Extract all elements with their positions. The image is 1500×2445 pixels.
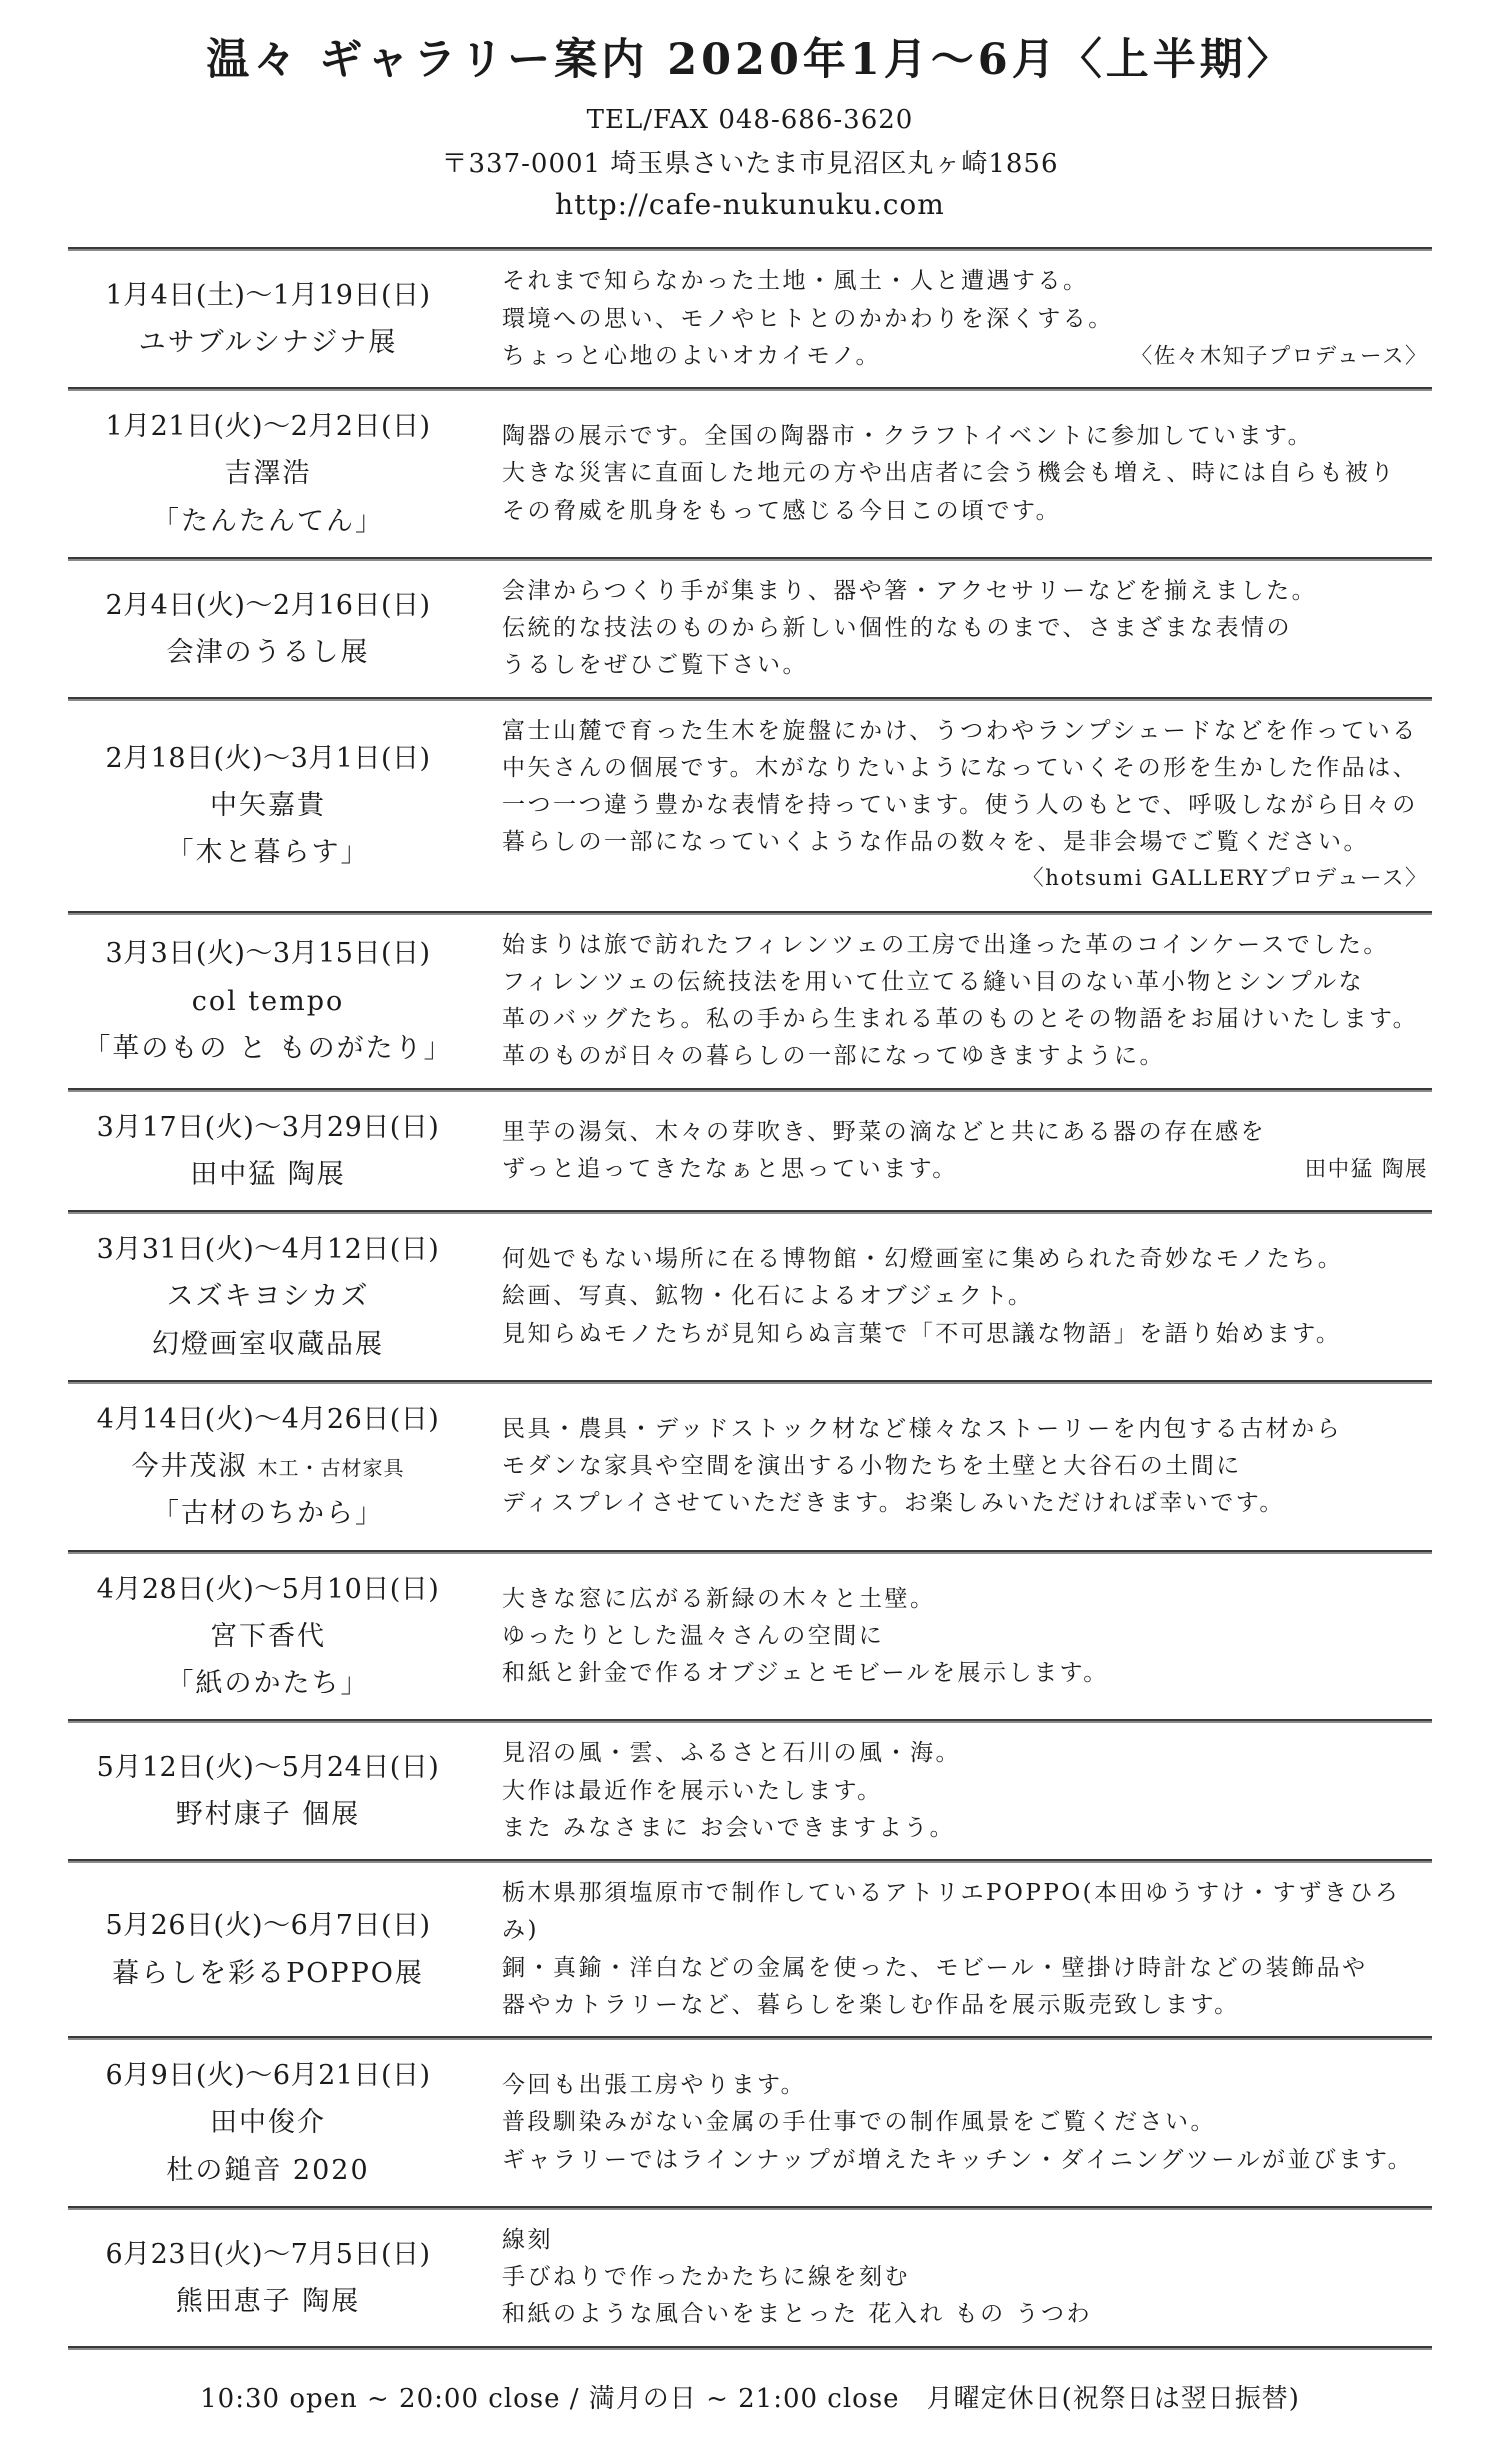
description-text: 環境への思い、モノやヒトとのかかわりを深くする。 bbox=[502, 305, 1114, 332]
description-line bbox=[502, 1950, 1428, 1987]
description-text: その脅威を肌身をもって感じる今日この頃です。 bbox=[502, 497, 1062, 524]
description-text: 大作は最近作を展示いたします。 bbox=[502, 1777, 883, 1804]
description-text: うるしをぜひご覧下さい。 bbox=[502, 652, 808, 679]
description-line bbox=[502, 964, 1428, 1001]
exhibition-title-line bbox=[68, 1025, 468, 1072]
exhibition-description-block bbox=[468, 927, 1432, 1076]
description-line bbox=[502, 493, 1428, 530]
description-line bbox=[502, 1875, 1428, 1950]
exhibition-title-line bbox=[68, 2099, 468, 2146]
exhibition-title-line bbox=[68, 1273, 468, 1320]
description-text: 民具・農具・デッドストック材など様々なストーリーを内包する古材から bbox=[502, 1415, 1343, 1442]
description-text: 富士山麓で育った生木を旋盤にかけ、うつわやランプシェードなどを作っている bbox=[502, 717, 1418, 744]
exhibition-row bbox=[68, 915, 1432, 1088]
description-line bbox=[502, 1448, 1428, 1485]
description-line bbox=[502, 1773, 1428, 1810]
exhibition-description-block bbox=[468, 418, 1432, 530]
description-line bbox=[502, 418, 1428, 455]
exhibition-heading-block bbox=[68, 2231, 468, 2326]
description-line bbox=[502, 1316, 1428, 1353]
exhibition-date-range: 4月14日(火)〜4月26日(日) bbox=[96, 1403, 440, 1435]
exhibition-date-range: 3月3日(火)〜3月15日(日) bbox=[105, 938, 431, 970]
description-text: それまで知らなかった土地・風土・人と遭遇する。 bbox=[502, 268, 1089, 295]
description-line bbox=[502, 1618, 1428, 1655]
description-text: 手びねりで作ったかたちに線を刻む bbox=[502, 2264, 910, 2291]
exhibition-title-text: 幻燈画室収蔵品展 bbox=[152, 1328, 384, 1360]
exhibition-row bbox=[68, 1554, 1432, 1720]
exhibition-title-text: 暮らしを彩るPOPPO展 bbox=[112, 1957, 424, 1989]
description-text: 陶器の展示です。全国の陶器市・クラフトイベントに参加しています。 bbox=[502, 423, 1314, 450]
exhibition-row bbox=[68, 1863, 1432, 2036]
divider-line bbox=[68, 2346, 1432, 2350]
credit-text: 〈佐々木知子プロデュース〉 bbox=[1130, 343, 1428, 369]
exhibition-description-block bbox=[468, 573, 1432, 685]
description-text: 大きな窓に広がる新緑の木々と土壁。 bbox=[502, 1585, 936, 1612]
description-text: ずっと追ってきたなぁと思っています。 bbox=[502, 1155, 958, 1182]
exhibition-title-text: ユサブルシナジナ展 bbox=[138, 327, 398, 359]
exhibition-title-line bbox=[68, 450, 468, 497]
description-text: 銅・真鍮・洋白などの金属を使った、モビール・壁掛け時計などの装飾品や bbox=[502, 1954, 1368, 1981]
description-line bbox=[502, 1735, 1428, 1772]
exhibition-description-block bbox=[468, 1114, 1432, 1189]
exhibition-row bbox=[68, 561, 1432, 697]
exhibition-title-text: スズキヨシカズ bbox=[166, 1281, 370, 1313]
description-line bbox=[502, 1581, 1428, 1618]
description-text: 伝統的な技法のものから新しい個性的なものまで、さまざまな表情の bbox=[502, 615, 1293, 642]
exhibition-description-block bbox=[468, 2222, 1432, 2334]
description-line bbox=[502, 1038, 1428, 1075]
exhibition-title-text: 今井茂淑 bbox=[131, 1451, 248, 1483]
description-line bbox=[502, 862, 1428, 899]
exhibition-heading-block bbox=[68, 1226, 468, 1368]
credit-text: 田中猛 陶展 bbox=[1304, 1156, 1428, 1182]
schedule-table bbox=[68, 247, 1432, 2349]
description-line bbox=[502, 1411, 1428, 1448]
exhibition-title-line bbox=[68, 319, 468, 366]
exhibition-title-line bbox=[68, 829, 468, 876]
description-line bbox=[502, 573, 1428, 610]
description-text: 始まりは旅で訪れたフィレンツェの工房で出逢った革のコインケースでした。 bbox=[502, 931, 1389, 958]
exhibition-title-line bbox=[68, 1443, 468, 1490]
description-line bbox=[502, 1810, 1428, 1847]
exhibition-title-text: 田中猛 陶展 bbox=[190, 1158, 346, 1190]
exhibition-title-text: 田中俊介 bbox=[210, 2107, 326, 2139]
exhibition-title-text: 「革のもの と ものがたり」 bbox=[83, 1032, 453, 1064]
description-line bbox=[502, 2259, 1428, 2296]
description-line bbox=[502, 1278, 1428, 1315]
exhibition-heading-block bbox=[68, 582, 468, 677]
exhibition-heading-block bbox=[68, 1396, 468, 1538]
description-text: 和紙と針金で作るオブジェとモビールを展示します。 bbox=[502, 1660, 1109, 1687]
exhibition-description-block bbox=[468, 2067, 1432, 2179]
exhibition-row bbox=[68, 1214, 1432, 1380]
exhibition-heading-block bbox=[68, 1744, 468, 1839]
description-text: 普段馴染みがない金属の手仕事での制作風景をご覧ください。 bbox=[502, 2109, 1216, 2136]
opening-hours: 10:30 open ~ 20:00 close / 満月の日 ~ 21:00 close 月曜定休日(祝祭日は翌日振替) bbox=[200, 2383, 1300, 2414]
exhibition-row bbox=[68, 1092, 1432, 1211]
description-text: 線刻 bbox=[502, 2226, 553, 2253]
exhibition-title-text: 杜の鎚音 2020 bbox=[166, 2154, 370, 2186]
description-text: 見知らぬモノたちが見知らぬ言葉で「不可思議な物語」を語り始めます。 bbox=[502, 1320, 1342, 1347]
exhibition-title-line bbox=[68, 1321, 468, 1368]
description-text: 何処でもない場所に在る博物館・幻燈画室に集められた奇妙なモノたち。 bbox=[502, 1246, 1344, 1273]
exhibition-title-text: 「たんたんてん」 bbox=[152, 505, 384, 537]
exhibition-title-line bbox=[68, 498, 468, 545]
exhibition-date-range: 5月26日(火)〜6月7日(日) bbox=[105, 1910, 431, 1942]
exhibition-title-line bbox=[68, 1151, 468, 1198]
description-line bbox=[502, 301, 1428, 338]
description-line bbox=[502, 750, 1428, 787]
description-text: フィレンツェの伝統技法を用いて仕立てる縫い目のない革小物とシンプルな bbox=[502, 968, 1365, 995]
description-text: 見沼の風・雲、ふるさと石川の風・海。 bbox=[502, 1740, 961, 1767]
flyer-header bbox=[0, 0, 1500, 221]
exhibition-title-line bbox=[68, 978, 468, 1025]
description-text: ちょっと心地のよいオカイモノ。 bbox=[502, 342, 882, 369]
exhibition-title-line bbox=[68, 2278, 468, 2325]
exhibition-title-note: 木工・古材家具 bbox=[257, 1456, 405, 1481]
description-text: 会津からつくり手が集まり、器や箸・アクセサリーなどを揃えました。 bbox=[502, 577, 1318, 604]
exhibition-date-range: 5月12日(火)〜5月24日(日) bbox=[96, 1752, 440, 1784]
exhibition-title-text: 中矢嘉貴 bbox=[210, 790, 326, 822]
description-line bbox=[502, 1241, 1428, 1278]
exhibition-description-block bbox=[468, 1411, 1432, 1523]
exhibition-row bbox=[68, 391, 1432, 557]
exhibition-heading-block bbox=[68, 1104, 468, 1199]
exhibition-title-line bbox=[68, 629, 468, 676]
description-line bbox=[502, 647, 1428, 684]
exhibition-description-block bbox=[468, 1735, 1432, 1847]
description-text: 暮らしの一部になっていくような作品の数々を、是非会場でご覧ください。 bbox=[502, 829, 1369, 856]
credit-text: 〈hotsumi GALLERYプロデュース〉 bbox=[1022, 865, 1428, 891]
description-line bbox=[502, 2067, 1428, 2104]
description-text: 革のバッグたち。私の手から生まれる革のものとその物語をお届けいたします。 bbox=[502, 1006, 1419, 1033]
exhibition-row bbox=[68, 2210, 1432, 2346]
exhibition-title-text: 宮下香代 bbox=[210, 1620, 326, 1652]
exhibition-row bbox=[68, 1384, 1432, 1550]
description-line bbox=[502, 455, 1428, 492]
exhibition-heading-block bbox=[68, 1902, 468, 1997]
description-text: 革のものが日々の暮らしの一部になってゆきますように。 bbox=[502, 1043, 1165, 1070]
exhibition-heading-block bbox=[68, 930, 468, 1072]
description-text: 里芋の湯気、木々の芽吹き、野菜の滴などと共にある器の存在感を bbox=[502, 1118, 1267, 1145]
exhibition-date-range: 4月28日(火)〜5月10日(日) bbox=[96, 1573, 440, 1605]
description-line bbox=[502, 824, 1428, 861]
exhibition-date-range: 6月23日(火)〜7月5日(日) bbox=[105, 2238, 431, 2270]
exhibition-row bbox=[68, 1723, 1432, 1859]
description-line bbox=[502, 263, 1428, 300]
description-line bbox=[502, 1987, 1428, 2024]
description-line bbox=[502, 787, 1428, 824]
description-text: 大きな災害に直面した地元の方や出店者に会う機会も増え、時には自らも被り bbox=[502, 460, 1396, 487]
exhibition-description-block bbox=[468, 263, 1432, 375]
description-text: 絵画、写真、鉱物・化石によるオブジェクト。 bbox=[502, 1283, 1034, 1310]
description-line bbox=[502, 2222, 1428, 2259]
exhibition-date-range: 2月4日(火)〜2月16日(日) bbox=[105, 589, 431, 621]
description-line bbox=[502, 2296, 1428, 2333]
description-text: 今回も出張工房やります。 bbox=[502, 2072, 807, 2099]
description-line bbox=[502, 1114, 1428, 1151]
description-line bbox=[502, 338, 1428, 375]
description-line bbox=[502, 610, 1428, 647]
exhibition-title-line bbox=[68, 1660, 468, 1707]
description-text: モダンな家具や空間を演出する小物たちを土壁と大谷石の土間に bbox=[502, 1453, 1242, 1480]
exhibition-title-text: 「木と暮らす」 bbox=[166, 837, 370, 869]
description-text: 和紙のような風合いをまとった 花入れ もの うつわ bbox=[502, 2301, 1092, 2328]
exhibition-date-range: 2月18日(火)〜3月1日(日) bbox=[105, 742, 431, 774]
exhibition-title-line bbox=[68, 2147, 468, 2194]
exhibition-title-text: 会津のうるし展 bbox=[166, 636, 370, 668]
tel-fax-line: TEL/FAX 048-686-3620 bbox=[586, 105, 914, 136]
description-text: ディスプレイさせていただきます。お楽しみいただければ幸いです。 bbox=[502, 1490, 1285, 1517]
exhibition-description-block bbox=[468, 1875, 1432, 2024]
exhibition-title-text: 野村康子 個展 bbox=[175, 1799, 361, 1831]
exhibition-title-text: 「古材のちから」 bbox=[152, 1498, 384, 1530]
description-text: また みなさまに お会いできますよう。 bbox=[502, 1814, 956, 1841]
exhibition-heading-block bbox=[68, 403, 468, 545]
description-line bbox=[502, 927, 1428, 964]
exhibition-title-text: 熊田恵子 陶展 bbox=[175, 2285, 361, 2317]
exhibition-title-line bbox=[68, 1950, 468, 1997]
exhibition-date-range: 6月9日(火)〜6月21日(日) bbox=[105, 2060, 431, 2092]
description-text: ゆったりとした温々さんの空間に bbox=[502, 1622, 885, 1649]
exhibition-date-range: 1月4日(土)〜1月19日(日) bbox=[105, 280, 431, 312]
exhibition-heading-block bbox=[68, 1566, 468, 1708]
exhibition-description-block bbox=[468, 1581, 1432, 1693]
description-text: 一つ一つ違う豊かな表情を持っています。使う人のもとで、呼吸しながら日々の bbox=[502, 792, 1418, 819]
exhibition-description-block bbox=[468, 713, 1432, 899]
website-url: http://cafe-nukunuku.com bbox=[555, 188, 945, 222]
exhibition-title-text: col tempo bbox=[191, 985, 345, 1017]
description-text: 中矢さんの個展です。木がなりたいようになっていくその形を生かした作品は、 bbox=[502, 754, 1419, 781]
description-line bbox=[502, 1485, 1428, 1522]
exhibition-row bbox=[68, 2040, 1432, 2206]
exhibition-title-text: 「紙のかたち」 bbox=[166, 1668, 370, 1700]
description-line bbox=[502, 2142, 1428, 2179]
exhibition-title-line bbox=[68, 1613, 468, 1660]
description-line bbox=[502, 713, 1428, 750]
exhibition-description-block bbox=[468, 1241, 1432, 1353]
description-text: 栃木県那須塩原市で制作しているアトリエPOPPO(本田ゆうすけ・すずきひろみ) bbox=[502, 1880, 1401, 1944]
exhibition-title-line bbox=[68, 782, 468, 829]
description-text: ギャラリーではラインナップが増えたキッチン・ダイニングツールが並びます。 bbox=[502, 2146, 1414, 2173]
description-line bbox=[502, 2104, 1428, 2141]
description-line bbox=[502, 1655, 1428, 1692]
exhibition-title-line bbox=[68, 1490, 468, 1537]
postal-address: 〒337-0001 埼玉県さいたま市見沼区丸ヶ崎1856 bbox=[441, 149, 1059, 180]
exhibition-row bbox=[68, 251, 1432, 387]
page-title: 温々 ギャラリー案内 2020年1月〜6月〈上半期〉 bbox=[206, 35, 1294, 85]
description-line bbox=[502, 1151, 1428, 1188]
exhibition-date-range: 3月31日(火)〜4月12日(日) bbox=[96, 1234, 440, 1266]
description-text: 器やカトラリーなど、暮らしを楽しむ作品を展示販売致します。 bbox=[502, 1991, 1240, 2018]
exhibition-title-text: 吉澤浩 bbox=[224, 458, 312, 490]
exhibition-title-line bbox=[68, 1791, 468, 1838]
description-line bbox=[502, 1001, 1428, 1038]
exhibition-heading-block bbox=[68, 272, 468, 367]
exhibition-heading-block bbox=[68, 735, 468, 877]
exhibition-date-range: 1月21日(火)〜2月2日(日) bbox=[105, 411, 431, 443]
exhibition-date-range: 3月17日(火)〜3月29日(日) bbox=[96, 1111, 440, 1143]
exhibition-heading-block bbox=[68, 2052, 468, 2194]
exhibition-row bbox=[68, 701, 1432, 911]
